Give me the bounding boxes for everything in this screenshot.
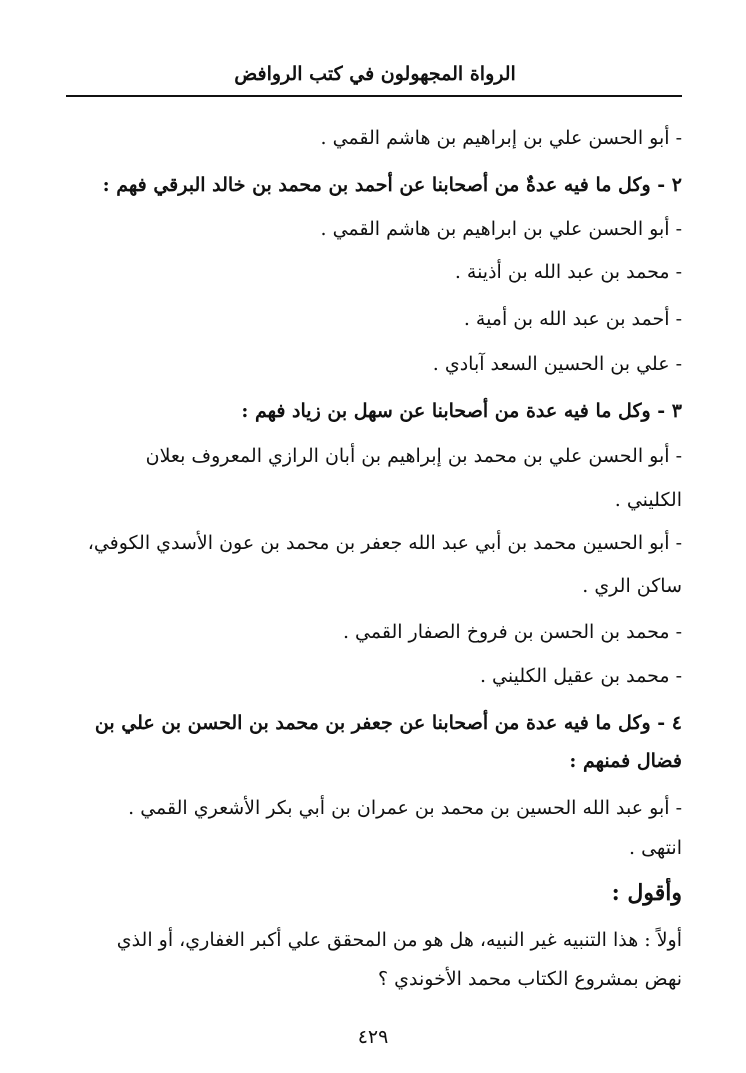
text-line: الكليني . [614,489,682,511]
section-heading: فضال فمنهم : [569,750,682,772]
section-heading: ٢ - وكل ما فيه عدةٌ من أصحابنا عن أحمد بن محمد بن خالد البرقي فهم : [102,174,682,196]
text-line: - أبو الحسين محمد بن أبي عبد الله جعفر بن محمد بن عون الأسدي الكوفي، [87,532,682,554]
text-line: - أبو الحسن علي بن إبراهيم بن هاشم القمي . [320,127,682,149]
text-line: - أبو عبد الله الحسين بن محمد بن عمران بن أبي بكر الأشعري القمي . [128,797,682,819]
section-heading: وأقول : [611,880,682,906]
text-line: - محمد بن الحسن بن فروخ الصفار القمي . [342,621,682,643]
text-line: نهض بمشروع الكتاب محمد الأخوندي ؟ [378,968,682,990]
text-line: ساكن الري . [582,575,682,597]
text-line: - أحمد بن عبد الله بن أمية . [463,308,682,330]
header-rule [66,95,682,97]
text-line: - أبو الحسن علي بن ابراهيم بن هاشم القمي . [320,218,682,240]
running-header: الرواة المجهولون في كتب الروافض [234,63,516,85]
text-line: أولاً : هذا التنبيه غير النبيه، هل هو من المحقق علي أكبر الغفاري، أو الذي [116,929,682,951]
text-line: انتهى . [629,837,682,859]
text-line: - علي بن الحسين السعد آبادي . [432,353,682,375]
section-heading: ٤ - وكل ما فيه عدة من أصحابنا عن جعفر بن محمد بن الحسن بن علي بن [94,712,682,734]
section-heading: ٣ - وكل ما فيه عدة من أصحابنا عن سهل بن زياد فهم : [241,400,682,422]
text-line: - محمد بن عبد الله بن أذينة . [454,261,682,283]
page-number: ٤٢٩ [357,1026,389,1048]
text-line: - محمد بن عقيل الكليني . [479,665,682,687]
text-line: - أبو الحسن علي بن محمد بن إبراهيم بن أبان الرازي المعروف بعلان [145,445,682,467]
